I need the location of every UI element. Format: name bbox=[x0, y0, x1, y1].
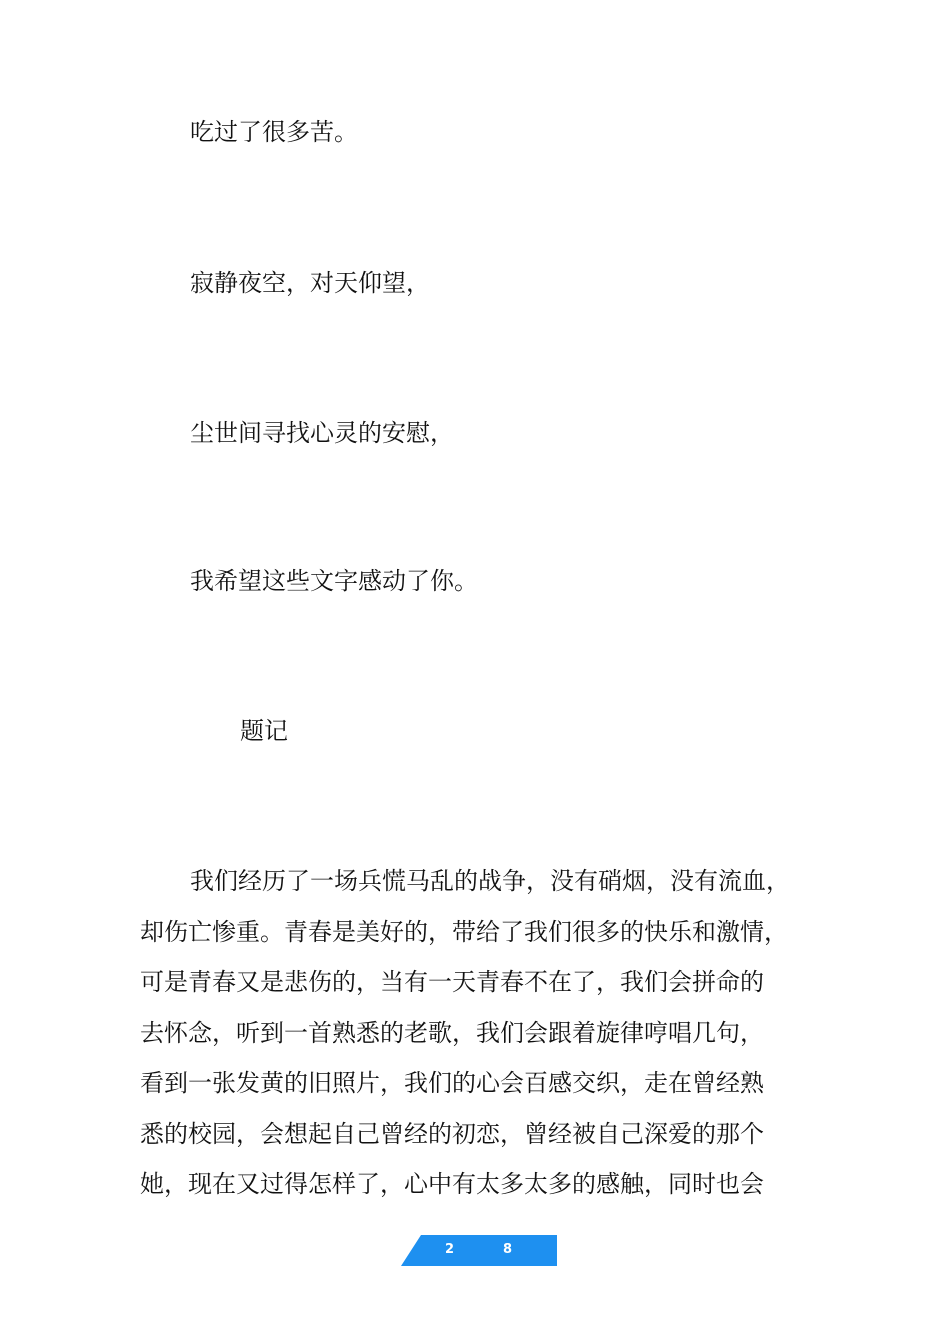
body-line: 看到一张发黄的旧照片，我们的心会百感交织，走在曾经熟 bbox=[140, 1069, 764, 1097]
poem-line-3: 尘世间寻找心灵的安慰， bbox=[190, 419, 454, 447]
section-title: 题记 bbox=[240, 717, 288, 745]
body-line: 去怀念，听到一首熟悉的老歌，我们会跟着旋律哼唱几句， bbox=[140, 1018, 764, 1047]
poem-line-2: 寂静夜空，对天仰望， bbox=[190, 269, 430, 297]
page-number-digit: 2 bbox=[445, 1242, 455, 1257]
body-line: 我们经历了一场兵慌马乱的战争，没有硝烟，没有流血， bbox=[190, 867, 790, 895]
page-badge-shape bbox=[401, 1235, 557, 1266]
body-line: 可是青春又是悲伤的，当有一天青春不在了，我们会拼命的 bbox=[140, 968, 764, 996]
body-line: 悉的校园，会想起自己曾经的初恋，曾经被自己深爱的那个 bbox=[140, 1119, 764, 1148]
page-number-badge bbox=[401, 1235, 557, 1266]
body-line: 却伤亡惨重。青春是美好的，带给了我们很多的快乐和激情， bbox=[140, 917, 788, 946]
body-paragraph bbox=[140, 856, 830, 1210]
poem-line-4: 我希望这些文字感动了你。 bbox=[190, 567, 478, 595]
poem-line-1: 吃过了很多苦。 bbox=[190, 118, 358, 146]
page-number-digit: 8 bbox=[503, 1242, 513, 1257]
body-line: 她，现在又过得怎样了，心中有太多太多的感触，同时也会 bbox=[140, 1170, 764, 1198]
